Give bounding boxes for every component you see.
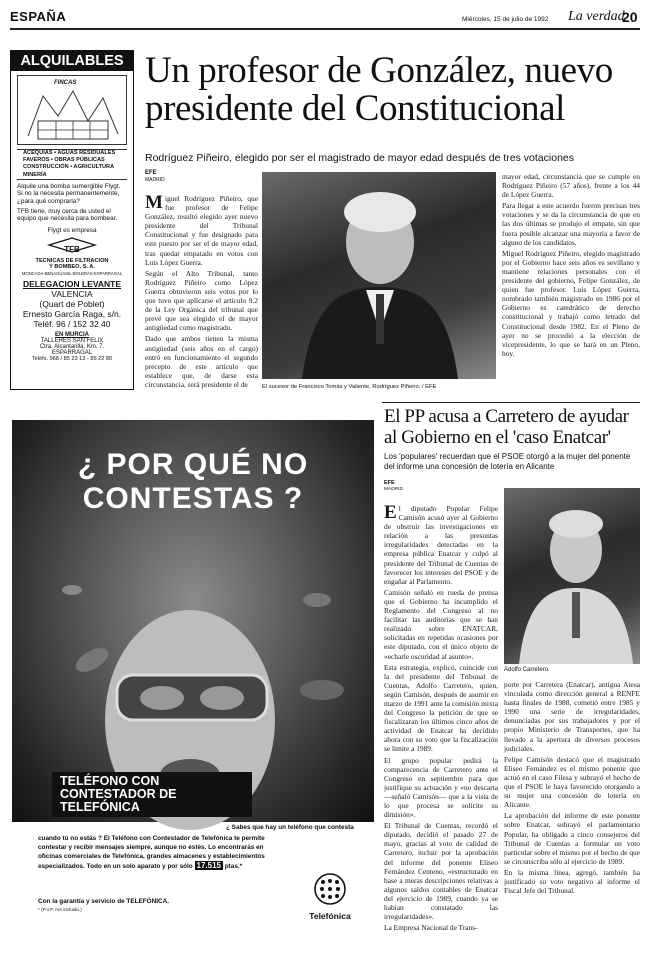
article2-dropcap: E <box>384 502 397 523</box>
section-label: ESPAÑA <box>10 9 67 24</box>
ad-service-item: MINERÍA <box>23 171 47 178</box>
article1-headline-line: presidente del Constitucional <box>145 88 565 129</box>
article2-paragraph: El Tribunal de Cuentas, recordó el diputado, decidió el pasado 27 de mayo, gracias al voto de calidad de Carretero, incluir por la aprobación del informe del ponente Eliseo Fernández Centeno, «estructurado en base a meras descripciones relativas a algunos saldos contables de Enatcar del ejercicio de 1989, cuando ya se habían constatado las irregularidades». <box>384 821 498 922</box>
ad-tagline-3: Flygt es empresa <box>47 226 97 234</box>
article1-paragraph: mayor edad, circunstancia que se cumple en Rodríguez Piñeiro (57 años), frente a los 44 de López Guerra. <box>502 172 640 200</box>
ad-service-item: ACEQUIAS • AGUAS RESIDUALES <box>23 150 116 156</box>
ad-murcia-heading: EN MURCIA <box>55 332 89 339</box>
article1-subhead: Rodríguez Piñeiro, elegido por ser el magistrado de mayor edad después de tres votaciones <box>145 152 574 164</box>
article2-paragraph: El grupo popular pedirá la comparecencia de Carretero ante el Congreso en septiembre para que justifique su actuación y «no descarta —señaló Camisón— que a la vista de lo que procesa se solicite su dimisión». <box>384 755 498 820</box>
tfb-logo <box>11 236 133 254</box>
article2-paragraph: La aprobación del informe de este ponente sobre Enatcar, subrayó el parlamentario Popular, ha obligado a cinco consejeros del Tribunal de Cuentas a formular un voto particular sobre el mismo por el hecho de que se circunscriba sólo al ejercicio de 1989. <box>504 811 640 866</box>
article2-column-2 <box>504 680 640 954</box>
issue-date: Miércoles, 15 de julio de 1992 <box>462 16 549 23</box>
ad-body-text <box>38 834 288 871</box>
article2-paragraph: l diputado Popular Felipe Camisón acusó ayer al Gobierno de obstruir las investigaciones en relación a las presuntas irregularidades detectadas en la empresa pública Enatcar y culpó al presidente del Tribunal de Cuentas de favorecer los intereses del PSOE y de engañar al Parlamento. <box>384 504 498 586</box>
article2-headline-line: El PP acusa a Carretero de ayudar <box>384 406 629 427</box>
ad-address-small: MONCADA-BENAGUASIL-BOLERAS-ESPARRAGAL <box>21 271 123 277</box>
ad-tagline-2: TFB tiene, muy cerca de usted el equipo que necesita para bombear. <box>17 207 118 223</box>
header-rule <box>10 28 640 30</box>
article2-column-1 <box>384 504 498 954</box>
ad-street: Ernesto García Raga, s/n. <box>22 309 122 320</box>
ad-service-list <box>17 149 127 180</box>
article1-column-1 <box>145 192 258 389</box>
article2-top-rule <box>382 402 640 403</box>
ad-murcia-line: ESPARRAGAL <box>51 350 93 357</box>
page-number: 20 <box>622 9 638 25</box>
ad-murcia-line: Ctra. Alcantarilla, Km. 7. <box>39 344 105 351</box>
article2-headline <box>384 406 642 448</box>
ad-city: VALENCIA <box>51 289 93 300</box>
ad-body-lead: ¿ Sabes que hay un teléfono que contesta <box>226 824 354 831</box>
article1-paragraph: Dado que ambos tienen la misma antigüedad (seis años en el cargo) entró en funcionamiento el segundo precepto de este artículo que establece que, de darse esta circunstancia, será presidente el de <box>145 334 258 389</box>
ad-district: (Quart de Poblet) <box>39 299 105 310</box>
ad-delegation: DELEGACION LEVANTE <box>22 279 122 290</box>
telefonica-logo-text: Telefónica <box>309 911 351 921</box>
article1-photo-caption: El sucesor de Francisco Tomás y Valiente, Rodríguez Piñeiro. / EFE <box>262 384 437 390</box>
ad-illustration <box>17 75 127 145</box>
masthead: La verdad <box>568 9 625 24</box>
article1-dropcap: M <box>145 192 163 213</box>
article2-paragraph: Felipe Camisón destacó que el magistrado Eliseo Fernández es el mismo ponente que actuó en el caso Filesa y subrayó el hecho de que el PSOE le haya favorecido otorgando a su mujer una concesión de lotería en Alicante. <box>504 754 640 810</box>
article2-paragraph: En la misma línea, agregó, también ha justificado su voto negativo al informe el Fiscal Jefe del Tribunal. <box>504 867 640 896</box>
telefonica-ad <box>12 420 374 822</box>
ad-price: 17.515 <box>196 861 221 870</box>
article2-photo <box>504 488 640 664</box>
article1-column-2 <box>502 172 640 394</box>
ad-body-paragraph: cuando tú no estás ? El Teléfono con Contestador de Telefónica te permite contestar y recibir mensajes siempre, aunque no estés. Lo encontrarás en oficinas comerciales de Telefónica, grandes almacenes y establecimientos especializados. Todo en un solo aparato y por sólo <box>38 835 265 870</box>
article1-photo <box>262 172 496 379</box>
article2-headline-line: al Gobierno en el 'caso Enatcar' <box>384 427 611 448</box>
article2-paragraph: Camisón señaló en rueda de prensa que el Gobierno ha incumplido el Reglamento del Congreso al no facilitar las auditorías que se han realizado sobre ENATCAR, solicitadas en repetidas ocasiones por este diputado, con el único objeto de «echarle oscuridad al asunto». <box>384 587 498 661</box>
article2-paragraph: Esta estrategia, explicó, coincide con la del presidente del Tribunal de Cuentas, Adolfo Carretero, quien, según Camisón, después de asumir en marzo de 1991 ante la comisión mixta del Congreso la petición de que se fiscalizaran los últimos cinco años de actividad de Enatcar ha decidido ahora con su voto que la fiscalización se limite a 1989. <box>384 662 498 754</box>
pump-illustration-icon <box>18 76 128 146</box>
article1-byline-city: MADRID <box>145 177 165 183</box>
classified-ad <box>10 50 134 390</box>
ad-product-banner <box>52 772 252 817</box>
article1-paragraph: iguel Rodríguez Piñeiro, que fue profesor de Felipe González, resultó elegido ayer nuevo presidente del Tribunal Constitucional y fue designado para este puesto por ser el de mayor edad, tras quedar empatado en votos con Luis López Guerra. <box>145 194 258 267</box>
article1-paragraph: Miguel Rodríguez Piñeiro, elegido magistrado por el Gobierno hace seis años es sevillano y mantiene relaciones personales con el presidente del gobierno, Felipe González, de quien fue profesor. Luis López Guerra, nombrado también magistrado en 1986 por el Gobierno es catedrático de derecho constitucional y trabajó como letrado del Constitucional desde 1982. En el Pleno de ayer no se procedió a la elección de vicepresidente, lo que se hará en un Pleno, hoy. <box>502 248 640 358</box>
article1-headline <box>145 52 640 128</box>
article2-paragraph: porte por Carretera (Enatcar), antigua Atesa vinculada como dirección general a RENFE hasta finales de 1988, cometió entre 1985 y 1990 una serie de irregularidades, denunciadas por sus trabajadores y por el propio Ministerio de Transportes, que ha llevado a la apertura de diversos procesos judiciales. <box>504 680 640 753</box>
portrait-photo-icon <box>504 488 640 664</box>
article2-photo-caption: Adolfo Carretero. <box>504 667 550 673</box>
ad-banner: ALQUILABLES <box>11 51 133 71</box>
article1-headline-line: Un profesor de González, nuevo <box>145 50 613 91</box>
portrait-photo-icon <box>262 172 496 379</box>
article1-paragraph: Según el Alto Tribunal, tanto Rodríguez Piñeiro como López Guerra obtuvieron seis votos por lo que tuvo que aplicarse el artículo 9.2 de la Ley Orgánica del tribunal que prevé que sea elegido el de mayor antigüedad como magistrado. <box>145 268 258 333</box>
ad-service-item: CONSTRUCCIÓN • AGRICULTURA <box>23 164 115 171</box>
ad-company-2: Y BOMBEO, S. A. <box>49 264 95 271</box>
ad-headline-line: CONTESTAS ? <box>82 482 304 515</box>
ad-product-banner-line: TELEFÓNICA <box>60 800 140 814</box>
ad-headline-line: ¿ POR QUÉ NO <box>77 448 309 481</box>
telefonica-logo <box>300 872 360 921</box>
ad-product-banner-line: CONTESTADOR DE <box>60 787 177 801</box>
ad-murcia-phone: Teléfs. 968 / 85 23 13 - 85 22 80 <box>31 356 113 363</box>
article2-subhead: Los 'populares' recuerdan que el PSOE otorgó a la mujer del ponente del informe una concesión de lotería en Alicante <box>384 452 631 471</box>
ad-tagline-1: Alquile una bomba sumergible Flygt. Si no la necesita permanentemente, ¿para qué comprarla? <box>17 182 121 205</box>
article1-paragraph: Para llegar a este acuerdo fueron precisas tres votaciones y se da la circunstancia de que en las dos últimas se produjo el empate, sin que fuera posible alcanzar una mayoría a favor de alguno de los candidatos. <box>502 201 640 247</box>
ad-phone: Teléf. 96 / 152 32 40 <box>33 319 111 330</box>
article1-byline-agency: EFE <box>145 170 157 176</box>
ad-murcia-line: TALLERES SAN FELIX <box>40 338 104 345</box>
tfb-logo-text: TFB <box>64 245 80 255</box>
diver-illustration-icon <box>12 420 374 822</box>
article2-byline-city: MADRID <box>384 487 403 492</box>
ad-brand: FINCAS <box>54 80 77 86</box>
ad-footnote: * (P.V.P. IVA incluido.) <box>38 907 82 912</box>
ad-product-banner-line: TELÉFONO CON <box>60 774 160 788</box>
ad-service-item: FAVEROS • OBRAS PÚBLICAS <box>23 157 105 164</box>
ad-guarantee: Con la garantía y servicio de TELEFÓNICA. <box>38 898 170 905</box>
article2-byline-agency: EFE <box>384 480 395 486</box>
telefonica-logo-icon <box>313 872 347 906</box>
ad-price-unit: ptas.* <box>224 863 243 870</box>
article2-paragraph: La Empresa Nacional de Trans- <box>384 923 478 933</box>
ad-company-1: TECNICAS DE FILTRACION <box>35 258 109 265</box>
